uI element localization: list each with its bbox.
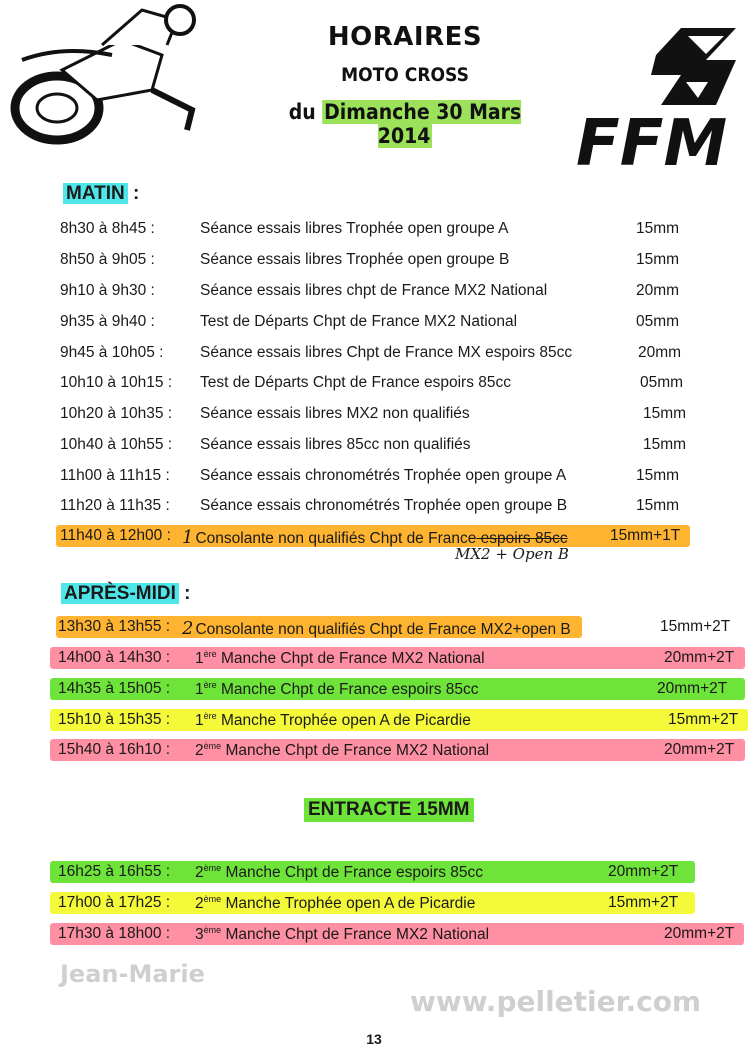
row-time: 10h10 à 10h15 : bbox=[60, 374, 173, 391]
row-duration: 15mm+1T bbox=[610, 527, 681, 544]
section-morning bbox=[60, 182, 142, 206]
row-time: 10h20 à 10h35 : bbox=[60, 405, 173, 422]
date-prefix: du bbox=[288, 100, 316, 124]
label-text: Manche Chpt de France MX2 National bbox=[216, 650, 485, 668]
ordinal-suffix: ère bbox=[203, 649, 217, 659]
row-time: 11h40 à 12h00 : bbox=[60, 527, 171, 544]
row-time: 17h30 à 18h00 : bbox=[58, 925, 171, 942]
row-time: 9h45 à 10h05 : bbox=[60, 344, 164, 361]
schedule-row bbox=[0, 643, 748, 673]
row-duration: 20mm+2T bbox=[608, 863, 679, 880]
label-text: Manche Trophée open A de Picardie bbox=[216, 712, 471, 730]
schedule-row bbox=[0, 491, 748, 521]
row-time: 17h00 à 17h25 : bbox=[58, 894, 171, 911]
page-subtitle: MOTO CROSS bbox=[341, 64, 469, 86]
ordinal-suffix: ème bbox=[203, 863, 222, 873]
motocross-rider-drawing bbox=[2, 0, 202, 150]
label-text: Manche Trophée open A de Picardie bbox=[221, 895, 476, 913]
row-duration: 15mm bbox=[636, 220, 680, 237]
row-time: 14h35 à 15h05 : bbox=[58, 680, 171, 697]
background-show-through: Jean-Marie bbox=[60, 960, 205, 988]
label-text: Séance essais libres Trophée open groupe B bbox=[200, 251, 510, 268]
row-label bbox=[200, 497, 567, 515]
row-label bbox=[182, 618, 571, 639]
header bbox=[0, 0, 748, 175]
page-title: HORAIRES bbox=[327, 22, 483, 52]
row-duration: 20mm bbox=[638, 344, 682, 361]
label-text: Séance essais chronométrés Trophée open groupe B bbox=[200, 497, 568, 514]
row-time: 13h30 à 13h55 : bbox=[58, 618, 171, 635]
section-morning-label: MATIN bbox=[63, 183, 128, 204]
schedule-row bbox=[0, 399, 748, 429]
row-duration: 15mm bbox=[636, 497, 680, 514]
section-afternoon-label: APRÈS-MIDI bbox=[61, 583, 179, 604]
row-label bbox=[200, 251, 509, 269]
row-time: 9h35 à 9h40 : bbox=[60, 313, 155, 330]
struck-text: espoirs 85cc bbox=[476, 530, 568, 547]
schedule-row bbox=[0, 214, 748, 244]
row-time: 16h25 à 16h55 : bbox=[58, 863, 171, 880]
label-text: Consolante non qualifiés Chpt de France bbox=[195, 530, 477, 547]
schedule-row bbox=[0, 307, 748, 337]
row-duration: 15mm bbox=[636, 467, 680, 484]
ordinal-suffix: ème bbox=[203, 925, 222, 935]
schedule-row bbox=[0, 888, 748, 918]
row-label bbox=[195, 649, 485, 668]
row-time: 8h30 à 8h45 : bbox=[60, 220, 155, 237]
schedule-row bbox=[0, 857, 748, 887]
row-time: 11h20 à 11h35 : bbox=[60, 497, 170, 514]
row-time: 15h10 à 15h35 : bbox=[58, 711, 171, 728]
schedule-row bbox=[0, 705, 748, 735]
row-duration: 20mm bbox=[636, 282, 680, 299]
label-text: Séance essais libres Chpt de France MX espoirs 85cc bbox=[200, 344, 573, 361]
row-label bbox=[200, 313, 517, 331]
label-text: Test de Départs Chpt de France espoirs 85cc bbox=[200, 374, 512, 391]
row-label bbox=[200, 344, 572, 362]
row-duration: 05mm bbox=[640, 374, 684, 391]
schedule-row bbox=[0, 612, 748, 642]
row-label bbox=[195, 711, 471, 730]
row-label bbox=[200, 220, 509, 238]
ordinal: 1 bbox=[195, 681, 204, 699]
row-duration: 05mm bbox=[636, 313, 680, 330]
event-date bbox=[284, 100, 527, 148]
row-duration: 15mm bbox=[643, 405, 687, 422]
ordinal-suffix: ème bbox=[203, 894, 222, 904]
ffm-logo-text: FFM bbox=[576, 113, 728, 171]
ordinal-suffix: ère bbox=[203, 680, 217, 690]
label-text: Manche Chpt de France MX2 National bbox=[221, 742, 490, 760]
schedule-row bbox=[0, 674, 748, 704]
label-text: Séance essais libres 85cc non qualifiés bbox=[200, 436, 471, 453]
interlude-heading: ENTRACTE 15MM bbox=[304, 798, 474, 822]
row-time: 15h40 à 16h10 : bbox=[58, 741, 171, 758]
row-label bbox=[200, 436, 471, 454]
label-text: Séance essais libres MX2 non qualifiés bbox=[200, 405, 470, 422]
row-time: 14h00 à 14h30 : bbox=[58, 649, 171, 666]
section-colon: : bbox=[178, 583, 191, 604]
row-label bbox=[200, 467, 566, 485]
row-duration: 20mm+2T bbox=[657, 680, 728, 697]
row-duration: 20mm+2T bbox=[664, 925, 735, 942]
handwritten-order-mark: 2 bbox=[182, 618, 194, 639]
label-text: Manche Chpt de France espoirs 85cc bbox=[221, 864, 484, 882]
row-duration: 15mm+2T bbox=[608, 894, 679, 911]
ordinal: 1 bbox=[195, 650, 204, 668]
row-duration: 15mm bbox=[636, 251, 680, 268]
row-duration: 15mm+2T bbox=[660, 618, 731, 635]
label-text: Manche Chpt de France espoirs 85cc bbox=[216, 681, 479, 699]
row-duration: 15mm bbox=[643, 436, 687, 453]
row-time: 8h50 à 9h05 : bbox=[60, 251, 155, 268]
schedule-row bbox=[0, 276, 748, 306]
section-colon: : bbox=[127, 183, 140, 204]
label-text: Séance essais chronométrés Trophée open groupe A bbox=[200, 467, 567, 484]
schedule-row bbox=[0, 461, 748, 491]
schedule-row bbox=[0, 245, 748, 275]
ordinal: 3 bbox=[195, 926, 204, 944]
row-time: 9h10 à 9h30 : bbox=[60, 282, 155, 299]
row-label bbox=[195, 863, 483, 882]
ordinal: 1 bbox=[195, 712, 204, 730]
schedule-row bbox=[0, 430, 748, 460]
row-label bbox=[195, 680, 479, 699]
row-label bbox=[195, 741, 489, 760]
background-show-through: www.pelletier.com bbox=[410, 985, 702, 1018]
row-label bbox=[200, 282, 547, 300]
label-text: Consolante non qualifiés Chpt de France MX2+open B bbox=[195, 621, 571, 638]
page-number: 13 bbox=[366, 1031, 382, 1047]
row-label bbox=[200, 374, 511, 392]
ordinal: 2 bbox=[195, 742, 204, 760]
schedule-row bbox=[0, 735, 748, 765]
schedule-row bbox=[0, 368, 748, 398]
row-time: 11h00 à 11h15 : bbox=[60, 467, 170, 484]
row-label bbox=[200, 405, 470, 423]
ffm-logo bbox=[576, 113, 746, 171]
row-duration: 15mm+2T bbox=[668, 711, 739, 728]
label-text: Test de Départs Chpt de France MX2 National bbox=[200, 313, 518, 330]
label-text: Séance essais libres Trophée open groupe A bbox=[200, 220, 509, 237]
row-label bbox=[195, 925, 489, 944]
schedule-row bbox=[0, 521, 748, 563]
date-value: Dimanche 30 Mars 2014 bbox=[324, 100, 522, 148]
handwritten-note: MX2 + Open B bbox=[455, 545, 569, 563]
row-duration: 20mm+2T bbox=[664, 649, 735, 666]
schedule-row bbox=[0, 338, 748, 368]
row-label bbox=[195, 894, 475, 913]
ordinal: 2 bbox=[195, 864, 204, 882]
ordinal: 2 bbox=[195, 895, 204, 913]
label-text: Manche Chpt de France MX2 National bbox=[221, 926, 490, 944]
row-time: 10h40 à 10h55 : bbox=[60, 436, 173, 453]
row-duration: 20mm+2T bbox=[664, 741, 735, 758]
club-logo bbox=[646, 20, 744, 110]
ordinal-suffix: ère bbox=[203, 711, 217, 721]
handwritten-order-mark: 1 bbox=[182, 527, 194, 548]
ordinal-suffix: ème bbox=[203, 741, 222, 751]
label-text: Séance essais libres chpt de France MX2 National bbox=[200, 282, 548, 299]
schedule-row bbox=[0, 919, 748, 949]
section-afternoon bbox=[58, 582, 194, 606]
